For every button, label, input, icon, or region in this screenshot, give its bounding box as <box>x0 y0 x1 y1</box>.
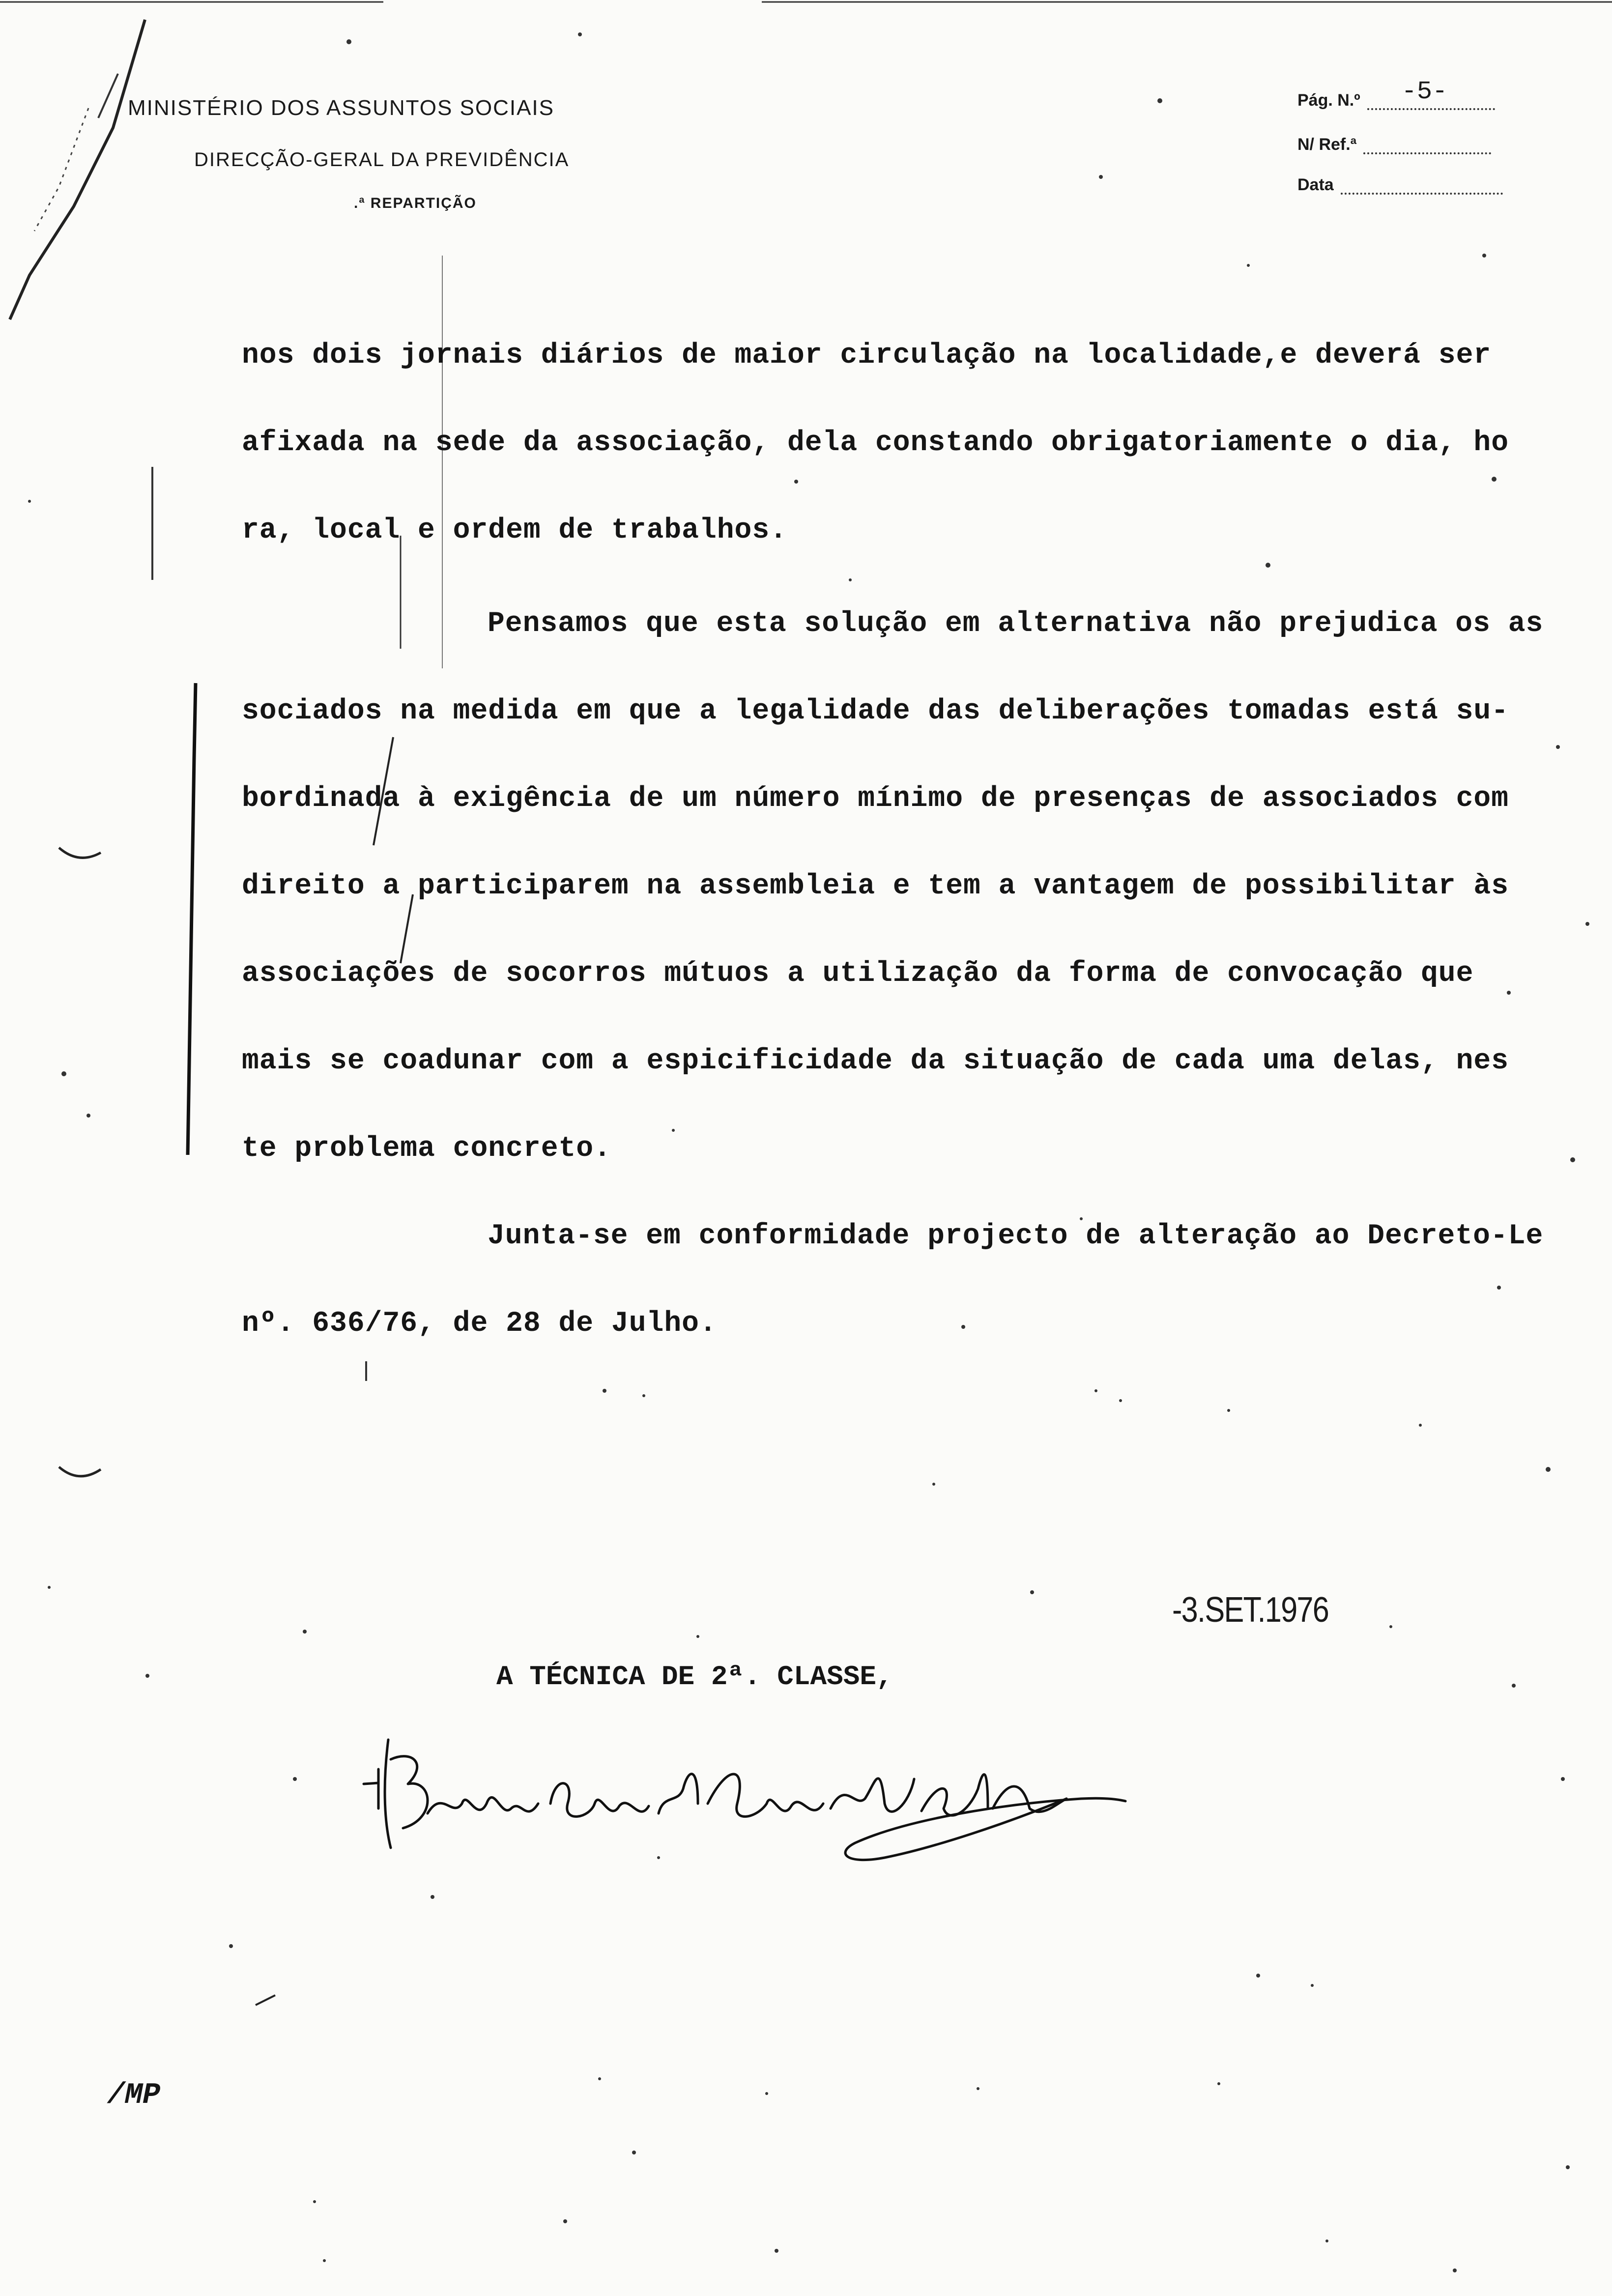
page-number-label: Pág. N.º <box>1297 91 1360 110</box>
body-line: mais se coadunar com a espicificidade da situação de cada uma delas, nes <box>242 1045 1509 1077</box>
letterhead-directorate: DIRECÇÃO-GERAL DA PREVIDÊNCIA <box>194 149 570 171</box>
letterhead-ministry: MINISTÉRIO DOS ASSUNTOS SOCIAIS <box>128 96 555 120</box>
body-line: direito a participarem na assembleia e tem a vantagem de possibilitar às <box>242 870 1509 902</box>
body-line: ra, local e ordem de trabalhos. <box>242 515 787 546</box>
body-line-text: Pensamos que esta solução em alternativa não prejudica os as <box>488 608 1544 640</box>
page-number-row <box>1297 77 1495 110</box>
body-line: nos dois jornais diários de maior circulação na localidade,e deverá ser <box>242 340 1492 372</box>
body-line <box>242 1193 1593 1280</box>
reference-row <box>1297 135 1491 154</box>
date-stamp: -3.SET.1976 <box>1172 1590 1329 1630</box>
body-line-text: Junta-se em conformidade projecto de alteração ao Decreto-Le <box>488 1220 1544 1252</box>
page-number-field <box>1367 77 1495 110</box>
page-number-value: -5- <box>1401 77 1448 106</box>
body-line: afixada na sede da associação, dela constando obrigatoriamente o dia, ho <box>242 427 1509 459</box>
body-line: te problema concreto. <box>242 1133 611 1165</box>
date-field <box>1341 178 1503 195</box>
body-line: sociados na medida em que a legalidade das deliberações tomadas está su- <box>242 695 1509 727</box>
typist-initials: /MP <box>107 2079 161 2112</box>
date-row <box>1297 175 1503 195</box>
body-text <box>242 312 1593 1368</box>
letterhead-section: .ª REPARTIÇÃO <box>354 195 477 211</box>
date-label: Data <box>1297 175 1334 194</box>
handwritten-signature <box>344 1705 1130 1882</box>
reference-field <box>1363 138 1491 154</box>
body-line: bordinada à exigência de um número mínimo de presenças de associados com <box>242 783 1509 815</box>
body-line: nº. 636/76, de 28 de Julho. <box>242 1308 717 1340</box>
signature-title: A TÉCNICA DE 2ª. CLASSE, <box>496 1661 893 1693</box>
reference-label: N/ Ref.ª <box>1297 135 1357 154</box>
body-line <box>242 580 1593 668</box>
body-line: associações de socorros mútuos a utilização da forma de convocação que <box>242 958 1474 990</box>
